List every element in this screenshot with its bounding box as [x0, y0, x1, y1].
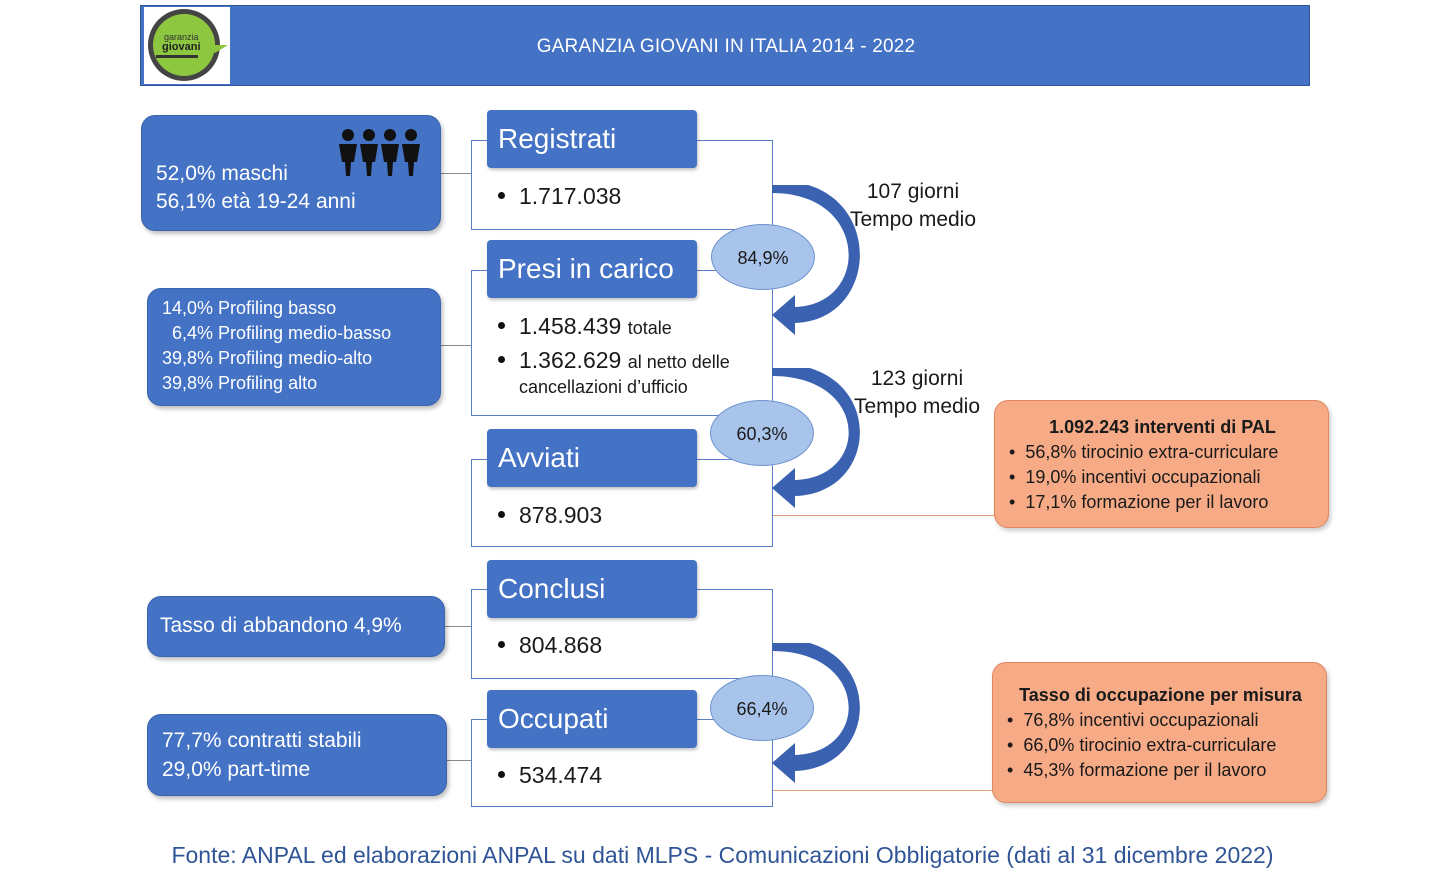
- profiling-line: 14,0% Profiling basso: [162, 298, 337, 318]
- stage-title-avviati: Avviati: [487, 429, 697, 487]
- stage-value: 1.362.629 al netto delle: [498, 347, 730, 374]
- stage-title-occupati: Occupati: [487, 690, 697, 748]
- stage-title-registrati: Registrati: [487, 110, 697, 168]
- pal-item: • 56,8% tirocinio extra-curriculare: [1009, 442, 1278, 463]
- contratti-line: 29,0% part-time: [162, 758, 311, 781]
- conversion-rate-badge: 66,4%: [710, 675, 814, 741]
- abbandono-box: [147, 596, 445, 657]
- conversion-rate-badge: 60,3%: [710, 400, 814, 466]
- stage-value: 1.717.038: [498, 183, 621, 210]
- tempo-medio-label: 123 giorni Tempo medio: [853, 367, 981, 418]
- tempo-medio-label: 107 giorni Tempo medio: [849, 180, 977, 231]
- contratti-line: 77,7% contratti stabili: [162, 729, 362, 752]
- stage-value: 534.474: [498, 762, 602, 789]
- contratti-box: [147, 714, 447, 796]
- profiling-line: 39,8% Profiling medio-alto: [162, 348, 373, 368]
- stage-value-note: cancellazioni d’ufficio: [519, 377, 688, 397]
- occupazione-item: • 66,0% tirocinio extra-curriculare: [1007, 735, 1276, 756]
- stage-title-conclusi: Conclusi: [487, 560, 697, 618]
- connector-line: [444, 626, 472, 627]
- profiling-box: [147, 288, 441, 406]
- pal-box: [994, 400, 1329, 528]
- stage-value: 1.458.439 totale: [498, 313, 672, 340]
- people-icon: [337, 128, 423, 178]
- occupazione-item: • 76,8% incentivi occupazionali: [1007, 710, 1258, 731]
- logo-text-2: giovani: [162, 41, 201, 53]
- connector-line: [446, 760, 472, 761]
- conversion-rate-badge: 84,9%: [711, 224, 815, 290]
- source-footnote: Fonte: ANPAL ed elaborazioni ANPAL su dati MLPS - Comunicazioni Obbligatorie (dati al 31 dicembre 2022): [171, 842, 1274, 868]
- stage-value: 878.903: [498, 502, 602, 529]
- registrati-demographics-box: [141, 115, 441, 231]
- occupazione-box: [992, 662, 1327, 803]
- logo-text-1: garanzia: [164, 32, 199, 42]
- demographic-line: 56,1% età 19-24 anni: [156, 190, 356, 213]
- connector-line: [440, 345, 472, 346]
- occupazione-title: Tasso di occupazione per misura: [1019, 685, 1302, 705]
- pal-title: 1.092.243 interventi di PAL: [1049, 417, 1276, 437]
- occupazione-item: • 45,3% formazione per il lavoro: [1007, 760, 1266, 781]
- profiling-line: 6,4% Profiling medio-basso: [172, 323, 392, 343]
- pal-item: • 17,1% formazione per il lavoro: [1009, 492, 1268, 513]
- abbandono-line: Tasso di abbandono 4,9%: [160, 614, 402, 637]
- stage-value: 804.868: [498, 632, 602, 659]
- header-banner: [140, 5, 1310, 86]
- connector-line: [440, 173, 472, 174]
- stage-title-presi-in-carico: Presi in carico: [487, 240, 697, 298]
- demographic-line: 52,0% maschi: [156, 162, 288, 185]
- page-title: GARANZIA GIOVANI IN ITALIA 2014 - 2022: [536, 36, 916, 57]
- pal-item: • 19,0% incentivi occupazionali: [1009, 467, 1260, 488]
- profiling-line: 39,8% Profiling alto: [162, 373, 318, 393]
